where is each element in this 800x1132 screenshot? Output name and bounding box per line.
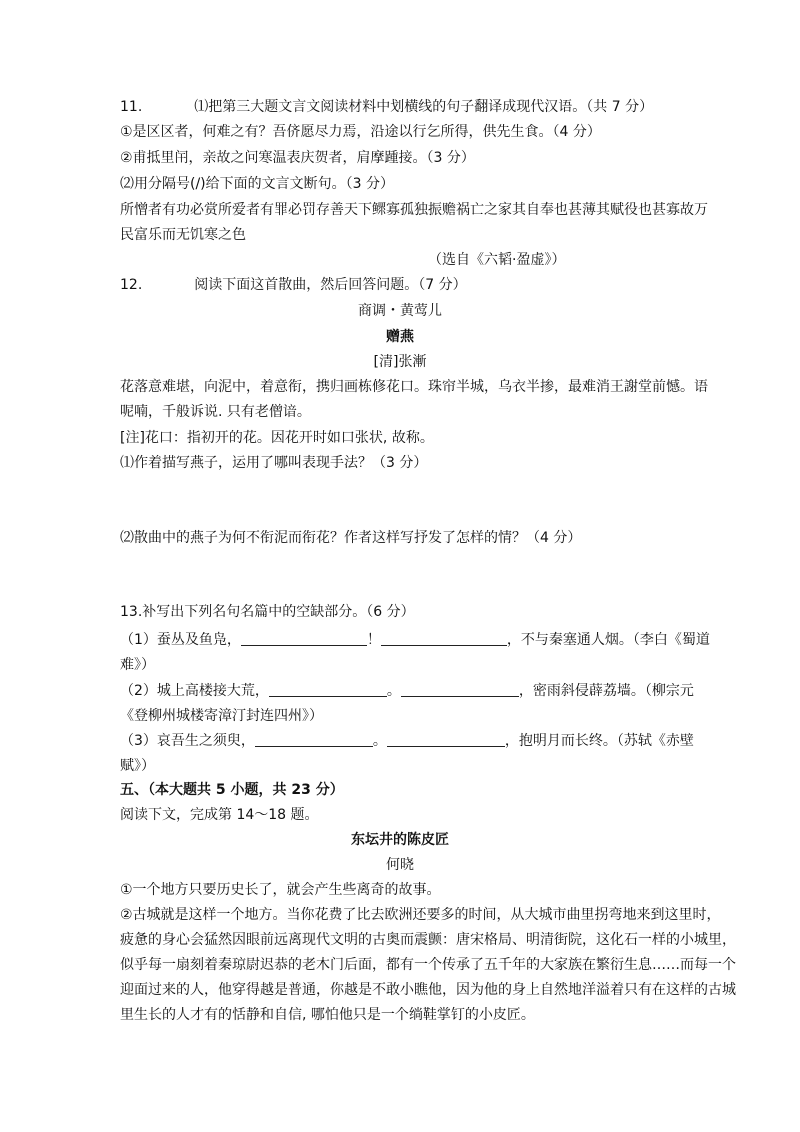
- q13-item3-cont: 赋》）: [120, 758, 155, 774]
- q13-item1-text-c: ，不与秦塞通人烟。（李白《蜀道: [506, 632, 710, 648]
- article-para2-line3: 似乎每一扇刻着秦琼尉迟恭的老木门后面，都有一个传承了五千年的大家族在繁衍生息……而每一个: [120, 957, 736, 973]
- article-para2-line2: 疲惫的身心会猛然因眼前远离现代文明的古奥而震颤：唐宋格局、明清街院，这化石一样的小城里，: [120, 932, 736, 948]
- q13-item1-cont: 难》）: [120, 657, 155, 673]
- q11-source: （选自《六韬·盈虚》）: [428, 252, 566, 268]
- article-title: 东坛井的陈皮匠: [351, 832, 449, 848]
- q13-item3-text-a: （3）哀吾生之须臾，: [120, 733, 255, 749]
- poem-author: [清]张漸: [373, 354, 427, 370]
- poem-line1: 花落意难堪，向泥中，着意衔，携归画栋修花口。珠帘半城，乌衣半掺，最难消王謝堂前憾。语: [120, 379, 708, 395]
- q12-header: [120, 275, 467, 295]
- q13-item2: [120, 681, 694, 701]
- poem-note: [注]花口：指初开的花。因花开时如口张状, 故称。: [120, 430, 434, 446]
- q13-item2-cont: 《登柳州城楼寄漳汀封连四州》）: [120, 708, 323, 724]
- q13-item1-text-b: ！: [366, 632, 381, 648]
- q13-item2-text-b: 。: [386, 683, 401, 699]
- q13-prompt: 13.补写出下列名句名篇中的空缺部分。（6 分）: [120, 604, 415, 620]
- q11-sentence2: ②甫抵里闬，亲故之问寒温表庆贺者，肩摩踵接。（3 分）: [120, 150, 475, 166]
- article-para2-line5: 里生长的人才有的恬静和自信, 哪怕他只是一个绱鞋掌钉的小皮匠。: [120, 1007, 535, 1023]
- article-para2-line1: ②古城就是这样一个地方。当你花费了比去欧洲还要多的时间，从大城市曲里拐弯地来到这里时，: [120, 907, 721, 923]
- poem-title: 赠燕: [386, 329, 414, 345]
- q13-item3-text-c: ，抱明月而长终。（苏轼《赤壁: [504, 733, 694, 749]
- fill-blank[interactable]: [381, 631, 507, 646]
- q13-item2-text-a: （2）城上高楼接大荒，: [120, 683, 269, 699]
- article-para1: ①一个地方只要历史长了，就会产生些离奇的故事。: [120, 882, 441, 898]
- q12-number: 12.: [120, 277, 143, 293]
- q11-part1-prompt: ⑴把第三大题文言文阅读材料中划横线的句子翻译成现代汉语。（共 7 分）: [194, 99, 654, 115]
- q13-item1-text-a: （1）蚕丛及鱼凫，: [120, 632, 241, 648]
- q13-item1: [120, 630, 710, 650]
- q12-sub1: ⑴作着描写燕子，运用了哪叫表现手法？（3 分）: [120, 455, 428, 471]
- q11-passage-line2: 民富乐而无饥寒之色: [120, 227, 246, 243]
- q12-prompt: 阅读下面这首散曲，然后回答问题。（7 分）: [194, 277, 467, 293]
- section5-instruction: 阅读下文，完成第 14～18 题。: [120, 807, 319, 823]
- q11-part2-prompt: ⑵用分隔号(/)给下面的文言文断句。（3 分）: [120, 176, 394, 192]
- q11-header: [120, 97, 653, 117]
- section5-heading: 五、（本大题共 5 小题，共 23 分）: [120, 782, 344, 798]
- q11-sentence1: ①是区区者，何难之有？吾侪愿尽力焉，沿途以行乞所得，供先生食。（4 分）: [120, 124, 601, 140]
- q11-number: 11.: [120, 99, 143, 115]
- poem-tune: 商调・黄莺儿: [358, 303, 442, 319]
- fill-blank[interactable]: [241, 631, 367, 646]
- article-author: 何晓: [386, 857, 414, 873]
- q13-item3-text-b: 。: [372, 733, 387, 749]
- fill-blank[interactable]: [387, 732, 505, 747]
- q13-item3: [120, 731, 694, 751]
- q11-passage-line1: 所憎者有功必赏所爱者有罪必罚存善天下鳏寡孤独振赡祸亡之家其自奉也甚薄其赋役也甚寡故万: [120, 202, 708, 218]
- poem-line2: 呢喃，千般诉说. 只有老僧谙。: [120, 404, 311, 420]
- fill-blank[interactable]: [269, 682, 387, 697]
- article-para2-line4: 迎面过来的人，他穿得越是普通，你越是不敢小瞧他，因为他的身上自然地洋溢着只有在这样的古城: [120, 982, 736, 998]
- q12-sub2: ⑵散曲中的燕子为何不衔泥而衔花？作者这样写抒发了怎样的情？（4 分）: [120, 530, 582, 546]
- q13-item2-text-c: ，密雨斜侵薜荔墙。（柳宗元: [518, 683, 694, 699]
- fill-blank[interactable]: [255, 732, 373, 747]
- fill-blank[interactable]: [401, 682, 519, 697]
